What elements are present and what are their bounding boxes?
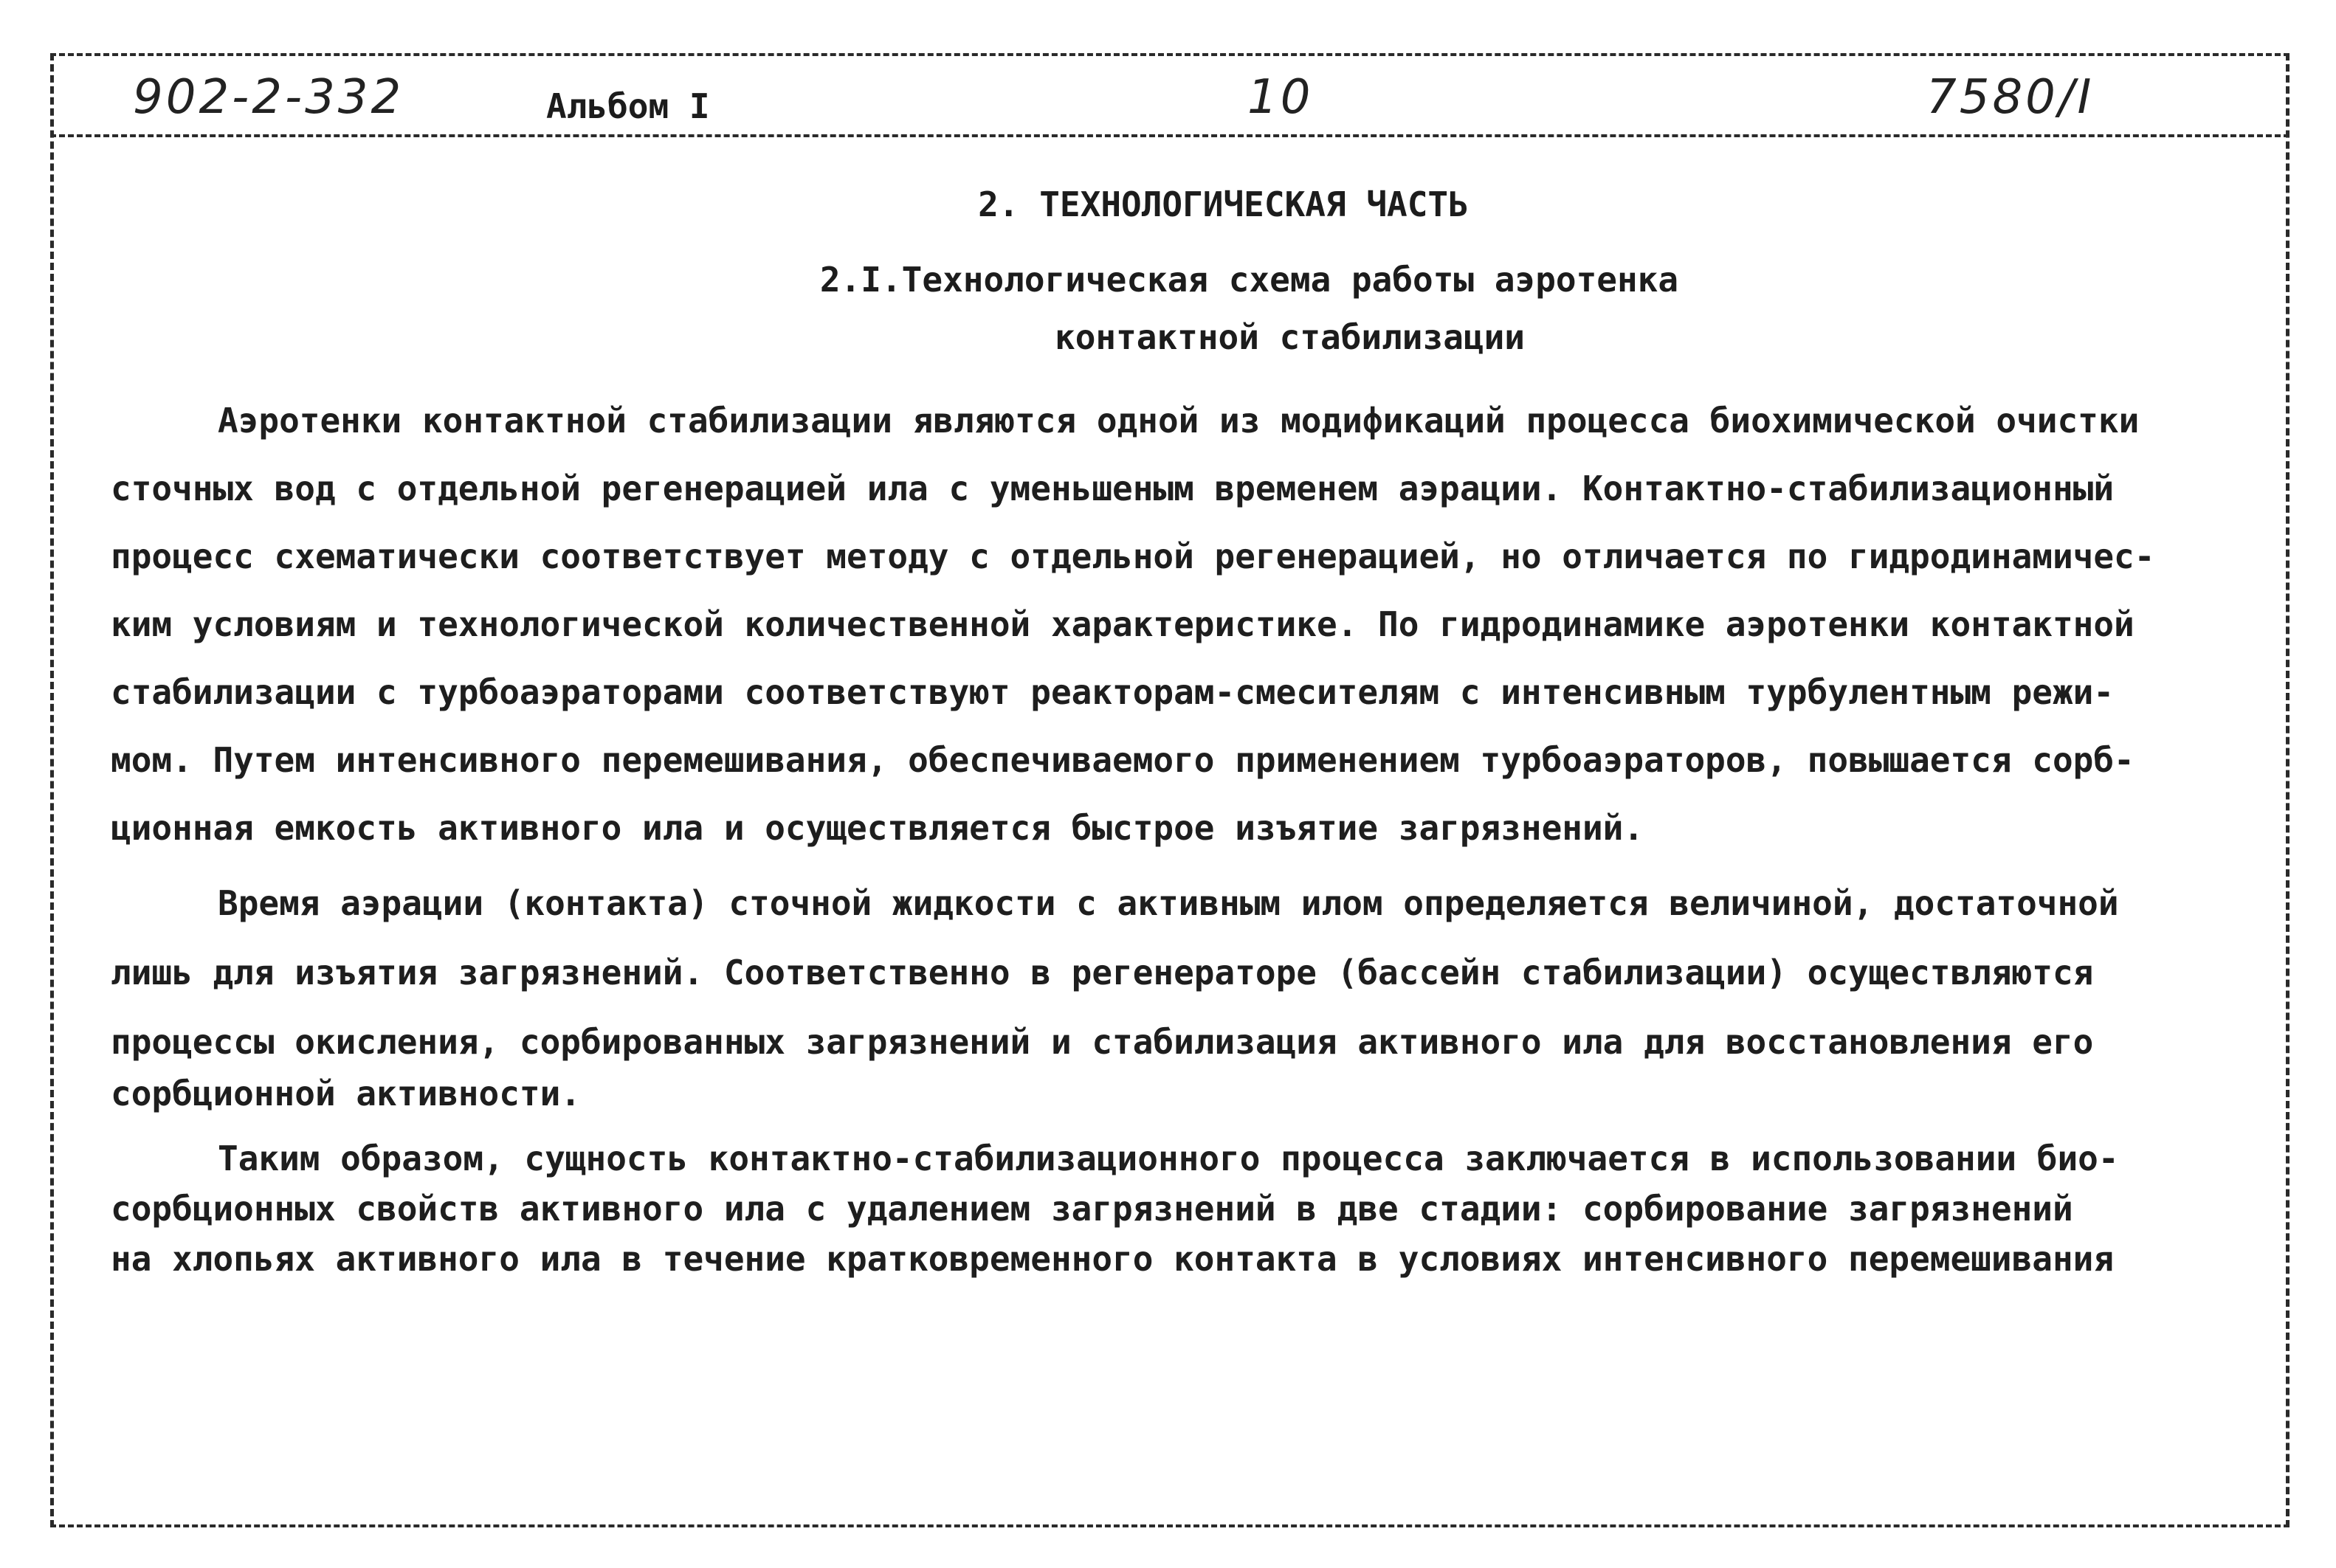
- body-line: лишь для изъятия загрязнений. Соответственно в регенераторе (бассейн стабилизации) осуществляются: [111, 953, 2094, 992]
- body-line: Время аэрации (контакта) сточной жидкости с активным илом определяется величиной, достаточной: [218, 883, 2119, 923]
- body-line: Аэротенки контактной стабилизации являются одной из модификаций процесса биохимической очистки: [218, 401, 2140, 441]
- body-line: Таким образом, сущность контактно-стабилизационного процесса заключается в использовании био-: [218, 1139, 2119, 1178]
- sheet-code: 7580/I: [1926, 70, 2095, 125]
- body-line: сточных вод с отдельной регенерацией ила с уменьшеным временем аэрации. Контактно-стабилизационный: [111, 469, 2115, 508]
- body-line: сорбционных свойств активного ила с удалением загрязнений в две стадии: сорбирование загрязнений: [111, 1189, 2073, 1229]
- body-line: на хлопьях активного ила в течение кратковременного контакта в условиях интенсивного перемешивания: [111, 1239, 2115, 1279]
- header-divider: [50, 134, 2290, 137]
- body-line: стабилизации с турбоаэраторами соответствуют реакторам-смесителям с интенсивным турбулентным режи-: [111, 672, 2115, 712]
- section-title: 2. ТЕХНОЛОГИЧЕСКАЯ ЧАСТЬ: [978, 184, 1469, 224]
- album-label: Альбом I: [546, 86, 710, 126]
- body-line: ким условиям и технологической количественной характеристике. По гидродинамике аэротенки контактной: [111, 604, 2135, 644]
- page-number: 10: [1247, 70, 1314, 125]
- body-line: ционная емкость активного ила и осуществляется быстрое изъятие загрязнений.: [111, 808, 1644, 848]
- subsection-title: 2.I.Технологическая схема работы аэротенка: [819, 260, 1679, 300]
- subsection-title-continued: контактной стабилизации: [1055, 317, 1525, 357]
- document-code: 902-2-332: [133, 70, 404, 125]
- body-line: процесс схематически соответствует методу с отдельной регенерацией, но отличается по гидродинамичес-: [111, 536, 2155, 576]
- body-line: мом. Путем интенсивного перемешивания, обеспечиваемого применением турбоаэраторов, повышается сорб-: [111, 740, 2135, 780]
- body-line: процессы окисления, сорбированных загрязнений и стабилизация активного ила для восстановления его: [111, 1022, 2094, 1062]
- body-line: сорбционной активности.: [111, 1074, 581, 1113]
